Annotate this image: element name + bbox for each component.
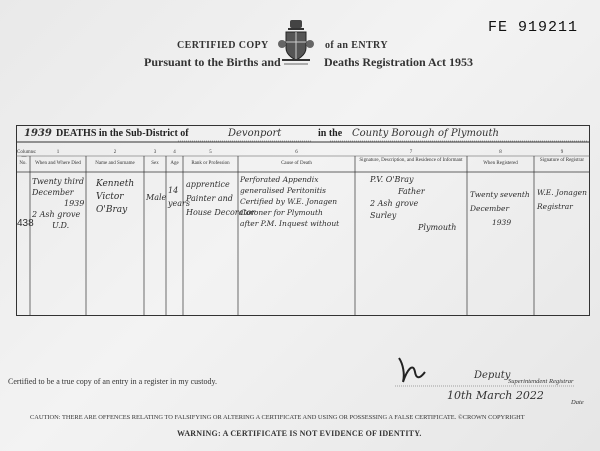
date-label: Date	[571, 399, 584, 406]
entry-age: 14 years	[168, 186, 190, 208]
header-pursuant: Pursuant to the Births and	[144, 55, 281, 69]
header-of-an-entry: of an ENTRY	[325, 40, 388, 51]
certified-statement: Certified to be a true copy of an entry in a register in my custody.	[8, 377, 217, 386]
register-year: 1939	[24, 128, 52, 139]
signature-line	[395, 385, 575, 387]
header-certified-copy: CERTIFIED COPY	[177, 40, 269, 51]
col-header-when-where: When and Where Died	[35, 161, 81, 166]
col-number-label: Columns:—	[17, 150, 37, 160]
col-number: 3	[153, 150, 157, 155]
caution-text: CAUTION: THERE ARE OFFENCES RELATING TO FALSIFYING OR ALTERING A CERTIFICATE AND USING OR POSSESSING A FALSE CERTIFICATE. ©CROWN COPYRIGHT	[30, 414, 525, 421]
entry-profession: apprentice Painter and House Decorator	[186, 180, 256, 217]
col-header-no: No.	[19, 161, 27, 166]
entry-when-where-died: Twenty third December 1939 2 Ash grove U.D.	[32, 177, 85, 230]
col-number: 5	[209, 150, 212, 155]
col-header-sex: Sex	[151, 161, 159, 166]
certificate-number: FE 919211	[487, 19, 578, 36]
col-header-informant: Signature, Description, and Residence of Informant	[359, 158, 463, 163]
certificate-date: 10th March 2022	[447, 389, 544, 402]
register-deaths-in: DEATHS in the Sub-District of	[56, 128, 189, 139]
entry-informant: P.V. O'Bray Father 2 Ash grove Surley Plymouth	[370, 175, 457, 232]
col-header-profession: Rank or Profession	[191, 161, 230, 166]
register-district: County Borough of Plymouth	[352, 128, 499, 139]
entry-number: 438	[17, 218, 34, 229]
register-in-the: in the	[318, 128, 343, 139]
header-act: Deaths Registration Act 1953	[324, 55, 473, 69]
register-sub-district: Devonport	[228, 128, 282, 139]
deputy-label: Deputy	[474, 370, 511, 381]
col-header-name: Name and Surname	[95, 161, 135, 166]
col-number: 9	[560, 150, 564, 155]
entry-sex: Male	[146, 193, 167, 202]
col-number: 1	[56, 150, 60, 155]
registrar-signature	[395, 350, 435, 386]
col-header-when-registered: When Registered	[483, 161, 518, 166]
entry-when-registered: Twenty seventh December 1939	[470, 190, 530, 227]
col-number: 2	[113, 150, 117, 155]
col-number: 4	[173, 150, 176, 155]
col-number: 7	[409, 150, 413, 155]
col-header-cause: Cause of Death	[281, 161, 312, 166]
warning-text: WARNING: A CERTIFICATE IS NOT EVIDENCE OF IDENTITY.	[177, 429, 422, 438]
col-header-age: Age	[170, 161, 179, 166]
col-number: 6	[295, 150, 298, 155]
entry-name: Kenneth Victor O'Bray	[96, 179, 135, 215]
entry-registrar: W.E. Jonagen Registrar	[537, 188, 587, 211]
col-number: 8	[499, 150, 502, 155]
superintendent-registrar-label: Superintendent Registrar	[508, 378, 574, 385]
col-header-registrar: Signature of Registrar	[539, 158, 585, 163]
entry-cause-of-death: Perforated Appendix generalised Peritonitis Certified by W.E. Jonagen Coroner for Plymouth after P.M. Inquest without	[240, 175, 340, 228]
